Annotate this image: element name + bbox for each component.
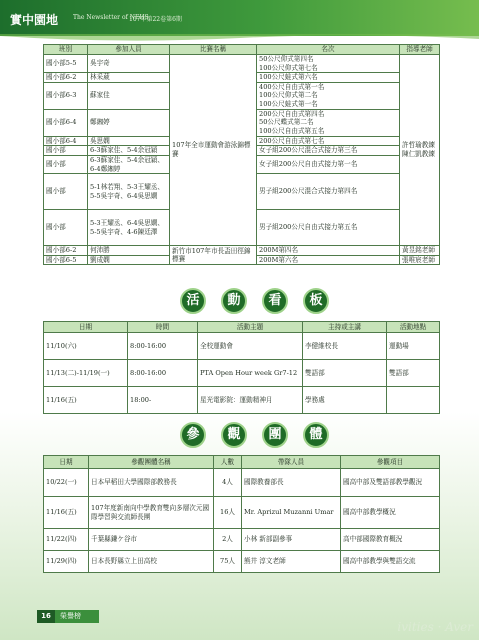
item-cell: 國高中部教學概況 — [341, 497, 440, 529]
page-number-tab — [37, 610, 99, 623]
title-char: 動 — [221, 288, 247, 314]
page-number: 16 — [37, 610, 55, 623]
class-cell: 國小部6-3 — [44, 82, 88, 109]
count-cell: 16人 — [214, 497, 242, 529]
time-cell: 8:00-16:00 — [128, 360, 198, 387]
group-cell: 107年度新南向中學教育雙向多層次元國際學習與交流師長團 — [89, 497, 214, 529]
class-cell: 國小部 — [44, 146, 88, 156]
table-row — [44, 246, 440, 256]
item-cell: 國高中部及雙語部教學觀況 — [341, 469, 440, 497]
table-row — [44, 529, 440, 551]
person-cell: 蘇家佳 — [88, 82, 170, 109]
column-header: 帶隊人員 — [242, 456, 341, 469]
place-cell: 女子組200公尺混合式接力第三名 — [257, 146, 400, 156]
title-char: 板 — [303, 288, 329, 314]
person-cell: 林采葳 — [88, 73, 170, 83]
person-cell: 吳宇奇 — [88, 55, 170, 73]
group-cell: 日本早稻田大學國際部教務長 — [89, 469, 214, 497]
competition-table — [43, 44, 440, 265]
count-cell: 4人 — [214, 469, 242, 497]
title-char: 觀 — [221, 422, 247, 448]
table-header-row — [44, 322, 440, 333]
count-cell: 75人 — [214, 551, 242, 573]
title-char: 參 — [180, 422, 206, 448]
person-cell: 吳思嫻 — [88, 136, 170, 146]
table-row — [44, 360, 440, 387]
column-header: 比賽名稱 — [170, 45, 257, 55]
class-cell: 國小部5-5 — [44, 55, 88, 73]
place-cell: 400公尺自由式第一名 100公尺仰式第二名 100公尺蛙式第一名 — [257, 82, 400, 109]
place-cell: 100公尺蛙式第六名 — [257, 73, 400, 83]
class-cell: 國小部6-5 — [44, 255, 88, 265]
count-cell: 2人 — [214, 529, 242, 551]
column-header: 班別 — [44, 45, 88, 55]
place-cell: 女子組200公尺自由式接力第一名 — [257, 155, 400, 173]
table-row — [44, 551, 440, 573]
leader-cell: Mr. Aprizul Muzanni Umar — [242, 497, 341, 529]
title-char: 體 — [303, 422, 329, 448]
topic-cell: 星光電影院：運動精神月 — [198, 387, 303, 414]
host-cell: 李健維校長 — [303, 333, 387, 360]
item-cell: 國高中部教學與雙語交流 — [341, 551, 440, 573]
time-cell: 18:00- — [128, 387, 198, 414]
group-cell: 千葉縣鎌ケ谷市 — [89, 529, 214, 551]
teacher-cell: 許哲瑜教練 陳仁凱教練 — [400, 55, 440, 246]
table-row — [44, 497, 440, 529]
date-cell: 11/22(四) — [44, 529, 89, 551]
title-char: 團 — [262, 422, 288, 448]
place-cell: 200公尺自由式第七名 — [257, 136, 400, 146]
place-cell: 雙語部 — [387, 360, 440, 387]
issue-label: 107年第22卷第6期 — [129, 16, 182, 23]
place-cell: 運動場 — [387, 333, 440, 360]
column-header: 人數 — [214, 456, 242, 469]
person-cell: 6-3蘇家佳、5-4余冠穎、6-4鄭緗婷 — [88, 155, 170, 173]
column-header: 時間 — [128, 322, 198, 333]
table-row — [44, 387, 440, 414]
topic-cell: 全校運動會 — [198, 333, 303, 360]
place-cell: 50公尺仰式第四名 100公尺仰式第七名 — [257, 55, 400, 73]
header-wave-decoration — [0, 34, 479, 44]
column-header: 日期 — [44, 456, 89, 469]
column-header: 日期 — [44, 322, 128, 333]
title-char: 活 — [180, 288, 206, 314]
column-header: 名次 — [257, 45, 400, 55]
table-row — [44, 55, 440, 73]
competition-name-cell: 新竹市107年市長盃田徑錦標賽 — [170, 246, 257, 265]
column-header: 參觀項目 — [341, 456, 440, 469]
item-cell: 高中部國際教育概況 — [341, 529, 440, 551]
person-cell: 鄭緗婷 — [88, 109, 170, 136]
title-char: 看 — [262, 288, 288, 314]
table-header-row — [44, 45, 440, 55]
column-header: 參觀團體名稱 — [89, 456, 214, 469]
column-header: 活動地點 — [387, 322, 440, 333]
table-row — [44, 469, 440, 497]
class-cell: 國小部6-4 — [44, 109, 88, 136]
class-cell: 國小部 — [44, 210, 88, 246]
topic-cell: PTA Open Hour week Gr7-12 — [198, 360, 303, 387]
table-row — [44, 333, 440, 360]
column-header: 主持或主講 — [303, 322, 387, 333]
column-header: 指導老師 — [400, 45, 440, 55]
section-label: 榮譽榜 — [60, 612, 81, 620]
footer-decorative-text: ivities · Aver — [397, 620, 473, 634]
time-cell: 8:00-16:00 — [128, 333, 198, 360]
place-cell: 200M第四名 — [257, 246, 400, 256]
newsletter-logo: 實中園地 — [10, 13, 59, 27]
person-cell: 5-3王耀丞、6-4吳思嫻、5-5吳宇奇、4-6陳廷澤 — [88, 210, 170, 246]
leader-cell: 小林 新部副參事 — [242, 529, 341, 551]
visit-section-title — [180, 422, 329, 448]
place-cell: 200公尺自由式第四名 50公尺蝶式第二名 100公尺自由式第五名 — [257, 109, 400, 136]
place-cell: 男子組200公尺自由式接力第五名 — [257, 210, 400, 246]
activity-table — [43, 321, 440, 414]
date-cell: 11/10(六) — [44, 333, 128, 360]
date-cell: 11/16(五) — [44, 387, 128, 414]
date-cell: 11/29(四) — [44, 551, 89, 573]
teacher-cell: 黃昱銘老師 — [400, 246, 440, 256]
person-cell: 劉成嫻 — [88, 255, 170, 265]
leader-cell: 國際教養部長 — [242, 469, 341, 497]
newsletter-header — [0, 0, 479, 36]
class-cell: 國小部 — [44, 155, 88, 173]
competition-name-cell: 107年全市運動會游泳錦標賽 — [170, 55, 257, 246]
person-cell: 5-1林若翔、5-3王耀丞、5-5吳宇奇、6-4吳思嫻 — [88, 174, 170, 210]
person-cell: 6-3蘇家佳、5-4余冠穎 — [88, 146, 170, 156]
date-cell: 10/22(一) — [44, 469, 89, 497]
place-cell: 200M第六名 — [257, 255, 400, 265]
class-cell: 國小部6-4 — [44, 136, 88, 146]
place-cell: 男子組200公尺混合式接力第四名 — [257, 174, 400, 210]
place-cell — [387, 387, 440, 414]
group-cell: 日本長野縣立上田高校 — [89, 551, 214, 573]
table-header-row — [44, 456, 440, 469]
visit-table — [43, 455, 440, 573]
column-header: 參加人員 — [88, 45, 170, 55]
date-cell: 11/16(五) — [44, 497, 89, 529]
teacher-cell: 張唯宸老師 — [400, 255, 440, 265]
date-cell: 11/13(二)-11/19(一) — [44, 360, 128, 387]
class-cell: 國小部 — [44, 174, 88, 210]
column-header: 活動主題 — [198, 322, 303, 333]
person-cell: 何沛勝 — [88, 246, 170, 256]
host-cell: 學務處 — [303, 387, 387, 414]
class-cell: 國小部6-2 — [44, 73, 88, 83]
newsletter-subtitle: The Newsletter of NEHS — [73, 14, 149, 21]
class-cell: 國小部6-2 — [44, 246, 88, 256]
activity-section-title — [180, 288, 329, 314]
leader-cell: 熊井 淳文老師 — [242, 551, 341, 573]
host-cell: 雙語部 — [303, 360, 387, 387]
